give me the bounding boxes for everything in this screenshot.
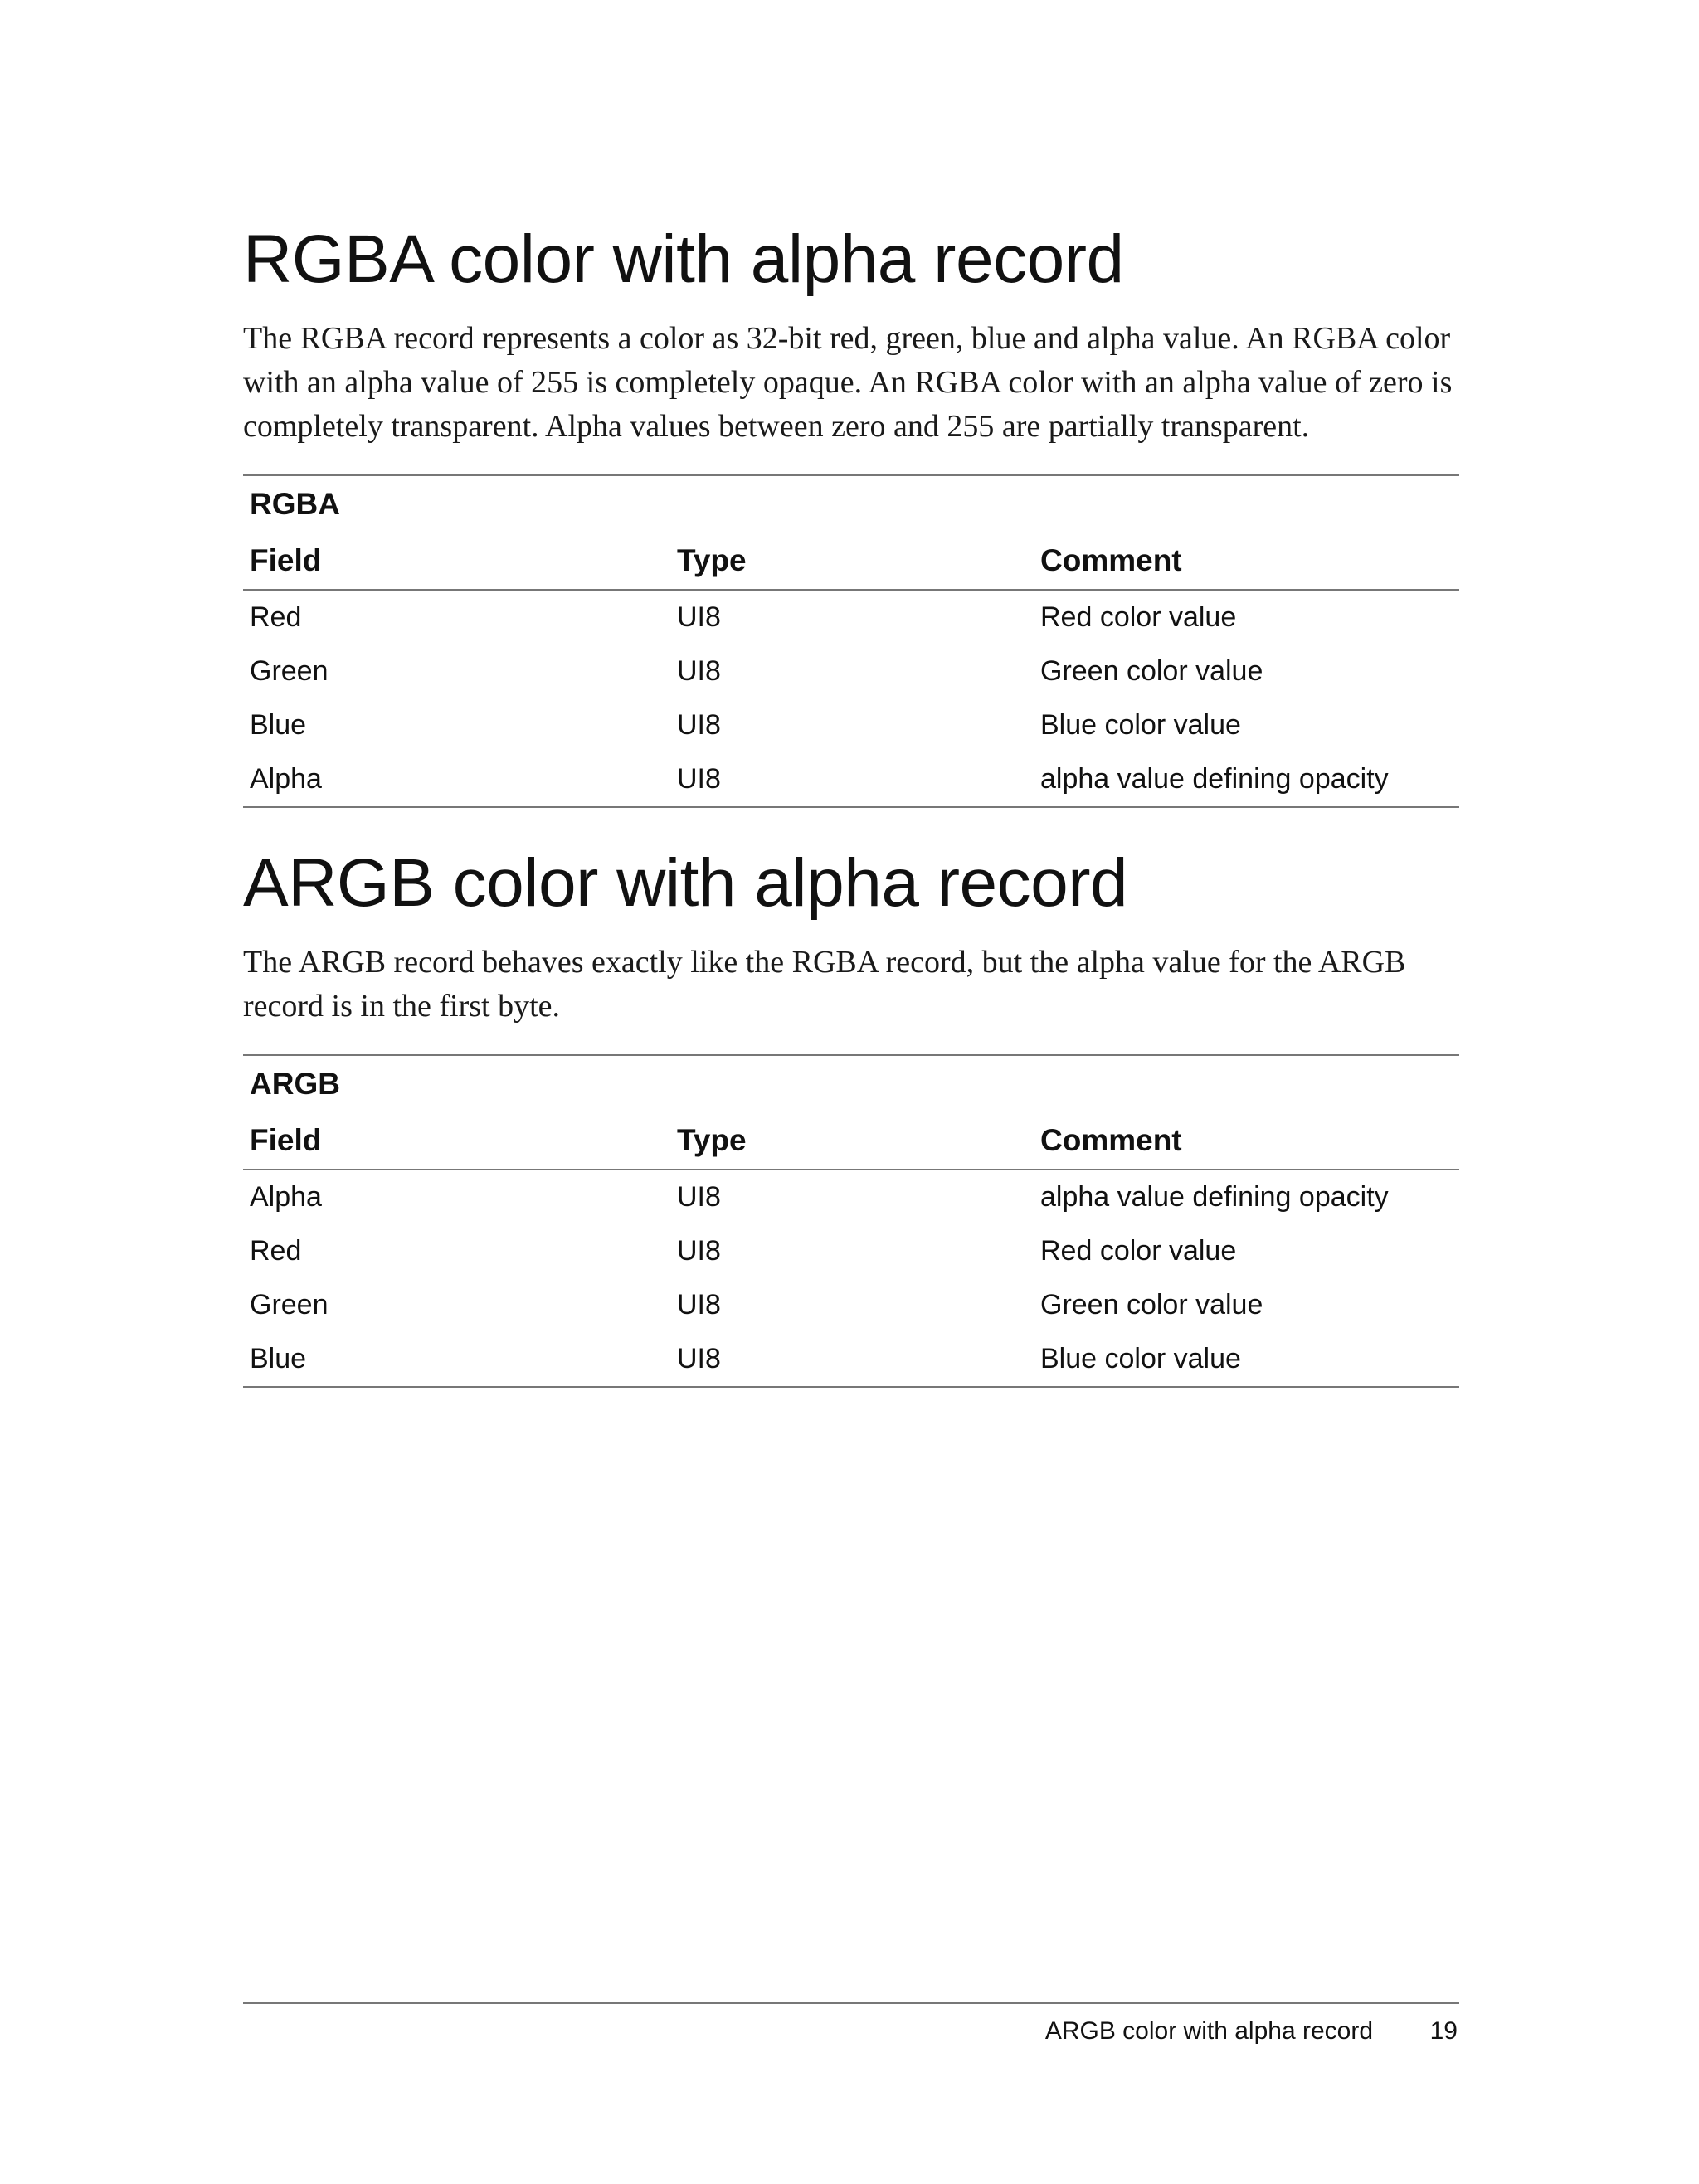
cell-type: UI8 bbox=[677, 655, 721, 687]
table-header-row bbox=[243, 1112, 1459, 1170]
cell-field: Blue bbox=[250, 1343, 307, 1374]
cell-comment: Blue color value bbox=[1040, 1343, 1241, 1374]
cell-type: UI8 bbox=[677, 1343, 721, 1374]
section-body-rgba: The RGBA record represents a color as 32-bit red, green, blue and alpha value. An RGBA color with an alpha value of 255 is completely opaque. An RGBA color with an alpha value of zero is completely transparent. Alpha values between zero and 255 are partially transparent. bbox=[243, 321, 1453, 444]
cell-comment: Red color value bbox=[1040, 1235, 1237, 1267]
page-footer bbox=[243, 2017, 1459, 2050]
rgba-table bbox=[243, 474, 1459, 808]
section-body-argb: The ARGB record behaves exactly like the RGBA record, but the alpha value for the ARGB record is in the first byte. bbox=[243, 945, 1406, 1024]
cell-comment: Green color value bbox=[1040, 1289, 1263, 1321]
footer-running-title: ARGB color with alpha record bbox=[1044, 2017, 1373, 2045]
table-row bbox=[243, 644, 1459, 698]
column-header-field: Field bbox=[250, 1123, 322, 1157]
table-header-row bbox=[243, 533, 1459, 591]
table-row bbox=[243, 698, 1459, 752]
cell-comment: alpha value defining opacity bbox=[1040, 763, 1389, 795]
column-header-type: Type bbox=[677, 543, 747, 577]
column-header-field: Field bbox=[250, 543, 322, 577]
footer-divider bbox=[243, 2002, 1459, 2004]
cell-comment: Red color value bbox=[1040, 601, 1237, 633]
table-row bbox=[243, 591, 1459, 644]
column-header-comment: Comment bbox=[1040, 543, 1182, 577]
column-header-type: Type bbox=[677, 1123, 747, 1157]
cell-type: UI8 bbox=[677, 1181, 721, 1213]
column-header-comment: Comment bbox=[1040, 1123, 1182, 1157]
cell-type: UI8 bbox=[677, 763, 721, 795]
cell-comment: alpha value defining opacity bbox=[1040, 1181, 1389, 1213]
table-row bbox=[243, 752, 1459, 806]
cell-type: UI8 bbox=[677, 709, 721, 741]
cell-comment: Blue color value bbox=[1040, 709, 1241, 741]
cell-type: UI8 bbox=[677, 601, 721, 633]
section-title-argb: ARGB color with alpha record bbox=[243, 845, 1128, 921]
section-title-rgba: RGBA color with alpha record bbox=[243, 221, 1124, 297]
cell-field: Alpha bbox=[250, 763, 322, 795]
cell-field: Red bbox=[250, 1235, 302, 1267]
table-caption: ARGB bbox=[250, 1067, 340, 1101]
cell-field: Red bbox=[250, 601, 302, 633]
page-number: 19 bbox=[1429, 2017, 1458, 2045]
argb-table bbox=[243, 1054, 1459, 1388]
cell-field: Alpha bbox=[250, 1181, 322, 1213]
table-row bbox=[243, 1170, 1459, 1224]
cell-type: UI8 bbox=[677, 1289, 721, 1321]
cell-type: UI8 bbox=[677, 1235, 721, 1267]
cell-field: Green bbox=[250, 1289, 329, 1321]
table-row bbox=[243, 1332, 1459, 1386]
table-row bbox=[243, 1278, 1459, 1332]
table-row bbox=[243, 1224, 1459, 1278]
cell-field: Blue bbox=[250, 709, 307, 741]
table-caption: RGBA bbox=[250, 487, 340, 521]
cell-field: Green bbox=[250, 655, 329, 687]
cell-comment: Green color value bbox=[1040, 655, 1263, 687]
